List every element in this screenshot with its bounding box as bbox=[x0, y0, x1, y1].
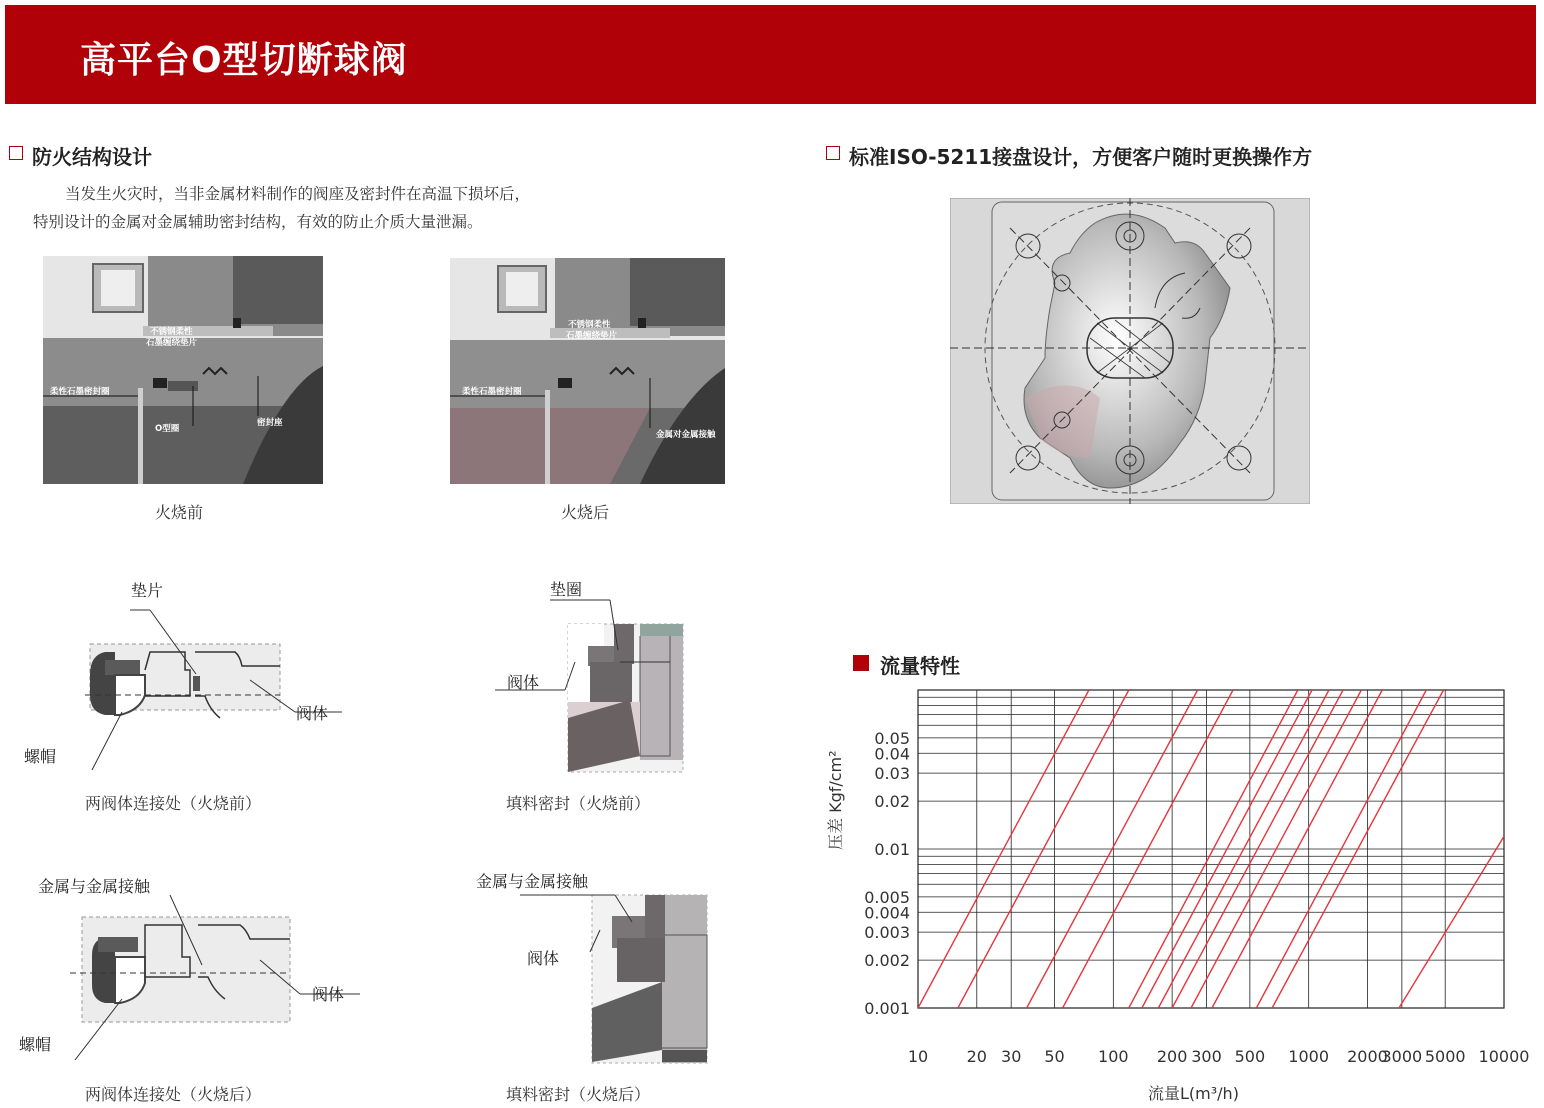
callout-gasket-after-line1: 不锈钢柔性 bbox=[568, 320, 611, 330]
label-nut-after: 螺帽 bbox=[19, 1035, 52, 1054]
x-tick-label: 100 bbox=[1098, 1047, 1129, 1066]
flow-section-bullet-icon bbox=[853, 655, 869, 671]
x-tick-label: 10 bbox=[907, 1047, 929, 1066]
x-tick-label: 30 bbox=[1001, 1047, 1022, 1066]
section-checkbox-icon bbox=[826, 146, 840, 160]
fire-section-para-2: 特别设计的金属对金属辅助密封结构，有效的防止介质大量泄漏。 bbox=[33, 213, 483, 231]
caption-packing-after: 填料密封（火烧后） bbox=[506, 1085, 651, 1104]
y-tick-label: 0.04 bbox=[874, 744, 910, 764]
y-tick-label: 0.001 bbox=[864, 999, 910, 1018]
caption-before-fire: 火烧前 bbox=[155, 503, 204, 522]
photo-after-fire bbox=[450, 258, 725, 484]
iso-section-title: 标准ISO-5211接盘设计，方便客户随时更换操作方 bbox=[849, 145, 1313, 169]
x-tick-label: 1000 bbox=[1288, 1047, 1330, 1066]
label-valve-body-packing: 阀体 bbox=[507, 673, 540, 692]
label-nut: 螺帽 bbox=[24, 747, 57, 766]
label-valve-body-packing-after: 阀体 bbox=[527, 949, 560, 968]
y-tick-label: 0.02 bbox=[874, 792, 910, 812]
x-tick-label: 300 bbox=[1191, 1047, 1222, 1066]
callout-graphite-ring: 柔性石墨密封圈 bbox=[50, 387, 110, 397]
diagram-joint-after bbox=[20, 895, 365, 1060]
callout-metal-contact: 金属对金属接触 bbox=[656, 430, 716, 440]
callout-gasket-after-line2: 石墨缠绕垫片 bbox=[566, 331, 618, 341]
label-valve-body: 阀体 bbox=[296, 704, 329, 723]
label-washer: 垫圈 bbox=[550, 580, 583, 599]
flow-chart bbox=[810, 680, 1544, 1104]
fire-section-title: 防火结构设计 bbox=[32, 145, 152, 169]
diagram-packing-after bbox=[520, 890, 715, 1065]
y-tick-label: 0.002 bbox=[864, 951, 910, 971]
callout-seal-seat: 密封座 bbox=[257, 418, 283, 428]
caption-after-fire: 火烧后 bbox=[561, 503, 610, 522]
diagram-joint-before bbox=[20, 600, 350, 770]
x-tick-label: 500 bbox=[1234, 1047, 1266, 1066]
label-valve-body-after: 阀体 bbox=[312, 985, 345, 1004]
x-tick-label: 2000 bbox=[1347, 1047, 1388, 1066]
label-gasket: 垫片 bbox=[131, 581, 164, 600]
x-tick-label: 200 bbox=[1156, 1047, 1188, 1066]
y-tick-label: 0.03 bbox=[874, 764, 910, 784]
label-metal-contact: 金属与金属接触 bbox=[38, 877, 151, 896]
caption-joint-after: 两阀体连接处（火烧后） bbox=[85, 1085, 262, 1104]
x-tick-label: 10000 bbox=[1478, 1047, 1530, 1066]
y-tick-label: 0.05 bbox=[874, 728, 910, 748]
caption-packing-before: 填料密封（火烧前） bbox=[506, 794, 651, 813]
y-tick-label: 0.004 bbox=[864, 903, 910, 923]
flow-section-title: 流量特性 bbox=[880, 654, 960, 678]
callout-gasket-line2: 石墨缠绕垫片 bbox=[146, 338, 198, 348]
y-tick-label: 0.003 bbox=[864, 923, 910, 943]
callout-gasket-line1: 不锈钢柔性 bbox=[150, 327, 193, 337]
label-metal-contact-packing: 金属与金属接触 bbox=[476, 872, 589, 891]
fire-section-para-1: 当发生火灾时，当非金属材料制作的阀座及密封件在高温下损坏后， bbox=[65, 185, 531, 203]
page-title: 高平台O型切断球阀 bbox=[80, 40, 408, 81]
callout-graphite-ring-after: 柔性石墨密封圈 bbox=[462, 387, 522, 397]
flow-chart-svg bbox=[810, 680, 1544, 1104]
y-axis-label: 压差 Kgf/cm² bbox=[826, 750, 845, 850]
caption-joint-before: 两阀体连接处（火烧前） bbox=[85, 794, 262, 813]
iso-mounting-pad-image bbox=[950, 198, 1310, 504]
y-tick-label: 0.01 bbox=[874, 840, 910, 859]
callout-o-ring: O型圈 bbox=[155, 424, 180, 434]
x-tick-label: 20 bbox=[966, 1047, 987, 1066]
x-tick-label: 5000 bbox=[1424, 1047, 1466, 1066]
section-checkbox-icon bbox=[9, 146, 23, 160]
flow-series-line-13 bbox=[1399, 836, 1504, 1008]
y-tick-label: 0.005 bbox=[864, 887, 910, 907]
x-tick-label: 50 bbox=[1044, 1047, 1065, 1066]
x-axis-label: 流量L(m³/h) bbox=[1148, 1084, 1239, 1103]
x-tick-label: 3000 bbox=[1381, 1047, 1423, 1066]
photo-before-fire bbox=[43, 256, 323, 484]
